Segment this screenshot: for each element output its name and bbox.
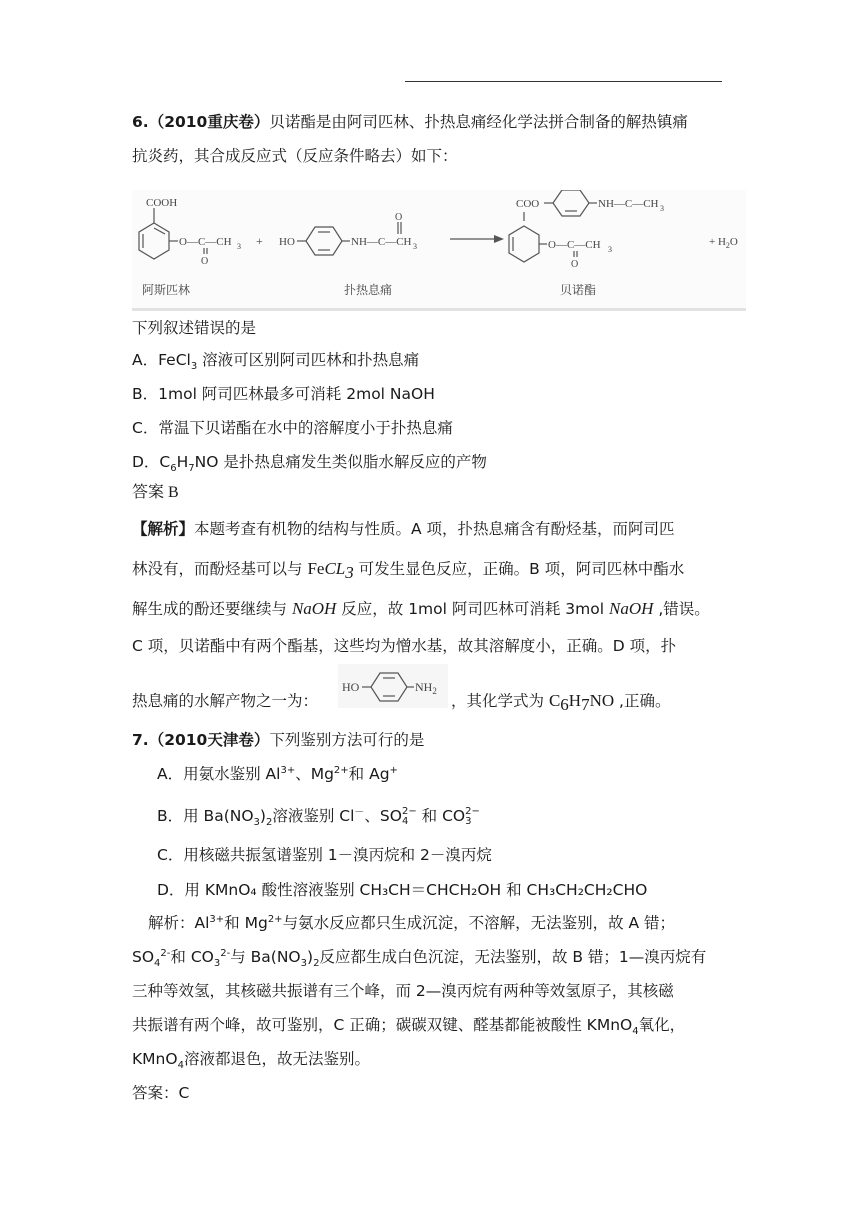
q7-number: 7.	[132, 731, 149, 749]
header-rule	[405, 81, 722, 82]
aspirin-o: O	[201, 256, 209, 267]
q7-analysis-line-3: 三种等效氢，其核磁共振谱有三个峰，而 2—溴丙烷有两种等效氢原子，其核磁	[132, 982, 674, 1000]
q6-stem-1: 贝诺酯是由阿司匹林、扑热息痛经化学法拼合制备的解热镇痛	[269, 113, 688, 131]
benorilate-o: O	[571, 259, 579, 270]
hydrolysis-product-structure	[338, 664, 448, 708]
paracetamol-o: O	[395, 212, 403, 223]
q6-option-a: A．FeCl$_3$ 溶液可区别阿司匹林和扑热息痛	[132, 351, 420, 373]
q6-option-c: C．常温下贝诺酯在水中的溶解度小于扑热息痛	[132, 419, 453, 437]
benorilate-sub3b: 3	[608, 245, 612, 254]
q6-analysis-line-4: C 项，贝诺酯中有两个酯基，这些均为憎水基，故其溶解度小，正确。D 项，扑	[132, 637, 677, 655]
q6-analysis-line-3: 解生成的酚还要继续与 NaOH 反应，故 1mol 阿司匹林可消耗 3mol NaOH ,错误。	[132, 599, 710, 618]
q7-option-a: A．用氨水鉴别 $Al^{3+}$、$Mg^{2+}$和 Ag+	[157, 764, 398, 783]
benorilate-ester: O—C—CH	[548, 239, 601, 251]
label-benorilate: 贝诺酯	[560, 283, 597, 297]
plus-sign-1: +	[256, 234, 263, 248]
benorilate-nh: NH—C—CH	[598, 198, 659, 210]
q6-stem-line-1	[132, 111, 688, 133]
q7-option-d: D．用 KMnO₄ 酸性溶液鉴别 CH₃CH＝CHCH₂OH 和 CH₃CH₂CH₂CHO	[157, 881, 648, 899]
q6-analysis-line-2: 林没有，而酚烃基可以与 FeCL$_3$ 可发生显色反应，正确。B 项，阿司匹林中酯水	[132, 559, 685, 583]
q7-analysis-line-5: KMnO$_4$溶液都退色，故无法鉴别。	[132, 1050, 370, 1072]
aspirin-sub3: 3	[237, 242, 241, 251]
q7-stem: 下列鉴别方法可行的是	[269, 731, 425, 749]
paracetamol-ho: HO	[279, 236, 295, 248]
paracetamol-nh: NH—C—CH	[351, 236, 412, 248]
q7-source: （2010天津卷）	[148, 731, 270, 749]
product-nh2: $NH_2$	[415, 680, 437, 696]
aspirin-cooh: COOH	[146, 197, 178, 209]
product-ho: HO	[342, 680, 360, 694]
benorilate-sub3a: 3	[660, 204, 664, 213]
q7-option-b: B．用 $Ba(NO_3)_2$溶液鉴别 Cl－、SO 2− 4 和 CO 2− 3	[157, 805, 480, 829]
label-aspirin: 阿斯匹林	[142, 283, 191, 297]
benorilate-coo: COO	[516, 198, 540, 210]
q7-stem-line	[132, 729, 424, 751]
q6-source: （2010重庆卷）	[148, 113, 270, 131]
q6-analysis-line-5b: ，其化学式为 $C_6H_7NO$ ,正确。	[451, 691, 671, 715]
q7-analysis-line-2: $SO_4^{2-}$和 $CO_3^{2-}$与 $Ba(NO_3)_2$反应都生成白色沉淀，无法鉴别，故 B 错；1—溴丙烷有	[132, 947, 707, 970]
q7-answer: 答案：C	[132, 1084, 190, 1102]
q6-option-b: B．1mol 阿司匹林最多可消耗 2mol NaOH	[132, 385, 435, 403]
q7-analysis-line-1: 解析：$Al^{3+}$和 $Mg^{2+}$与氨水反应都只生成沉淀，不溶解，无法鉴别，故 A 错；	[148, 913, 676, 932]
q6-answer: 答案 B	[132, 484, 179, 501]
label-paracetamol: 扑热息痛	[344, 283, 393, 297]
q7-analysis-line-4: 共振谱有两个峰，故可鉴别，C 正确；碳碳双键、醛基都能被酸性 KMnO$_4$氧化，	[132, 1016, 686, 1038]
aspirin-ester: O—C—CH	[179, 236, 232, 248]
q7-option-c: C．用核磁共振氢谱鉴别 1－溴丙烷和 2－溴丙烷	[157, 846, 492, 864]
q6-number: 6.	[132, 113, 149, 131]
q6-question: 下列叙述错误的是	[132, 319, 257, 337]
q6-stem-line-2: 抗炎药，其合成反应式（反应条件略去）如下：	[132, 147, 458, 165]
paracetamol-sub3: 3	[413, 242, 417, 251]
water-plus: + $H_2O$	[709, 236, 738, 250]
q6-analysis-line-5a: 热息痛的水解产物之一为：	[132, 692, 319, 710]
reaction-scheme	[132, 190, 746, 311]
q6-analysis-line-1: 【解析】本题考查有机物的结构与性质。A 项，扑热息痛含有酚烃基，而阿司匹	[132, 520, 675, 538]
q6-option-d: D．$C_6H_7NO$ 是扑热息痛发生类似脂水解反应的产物	[132, 453, 487, 475]
